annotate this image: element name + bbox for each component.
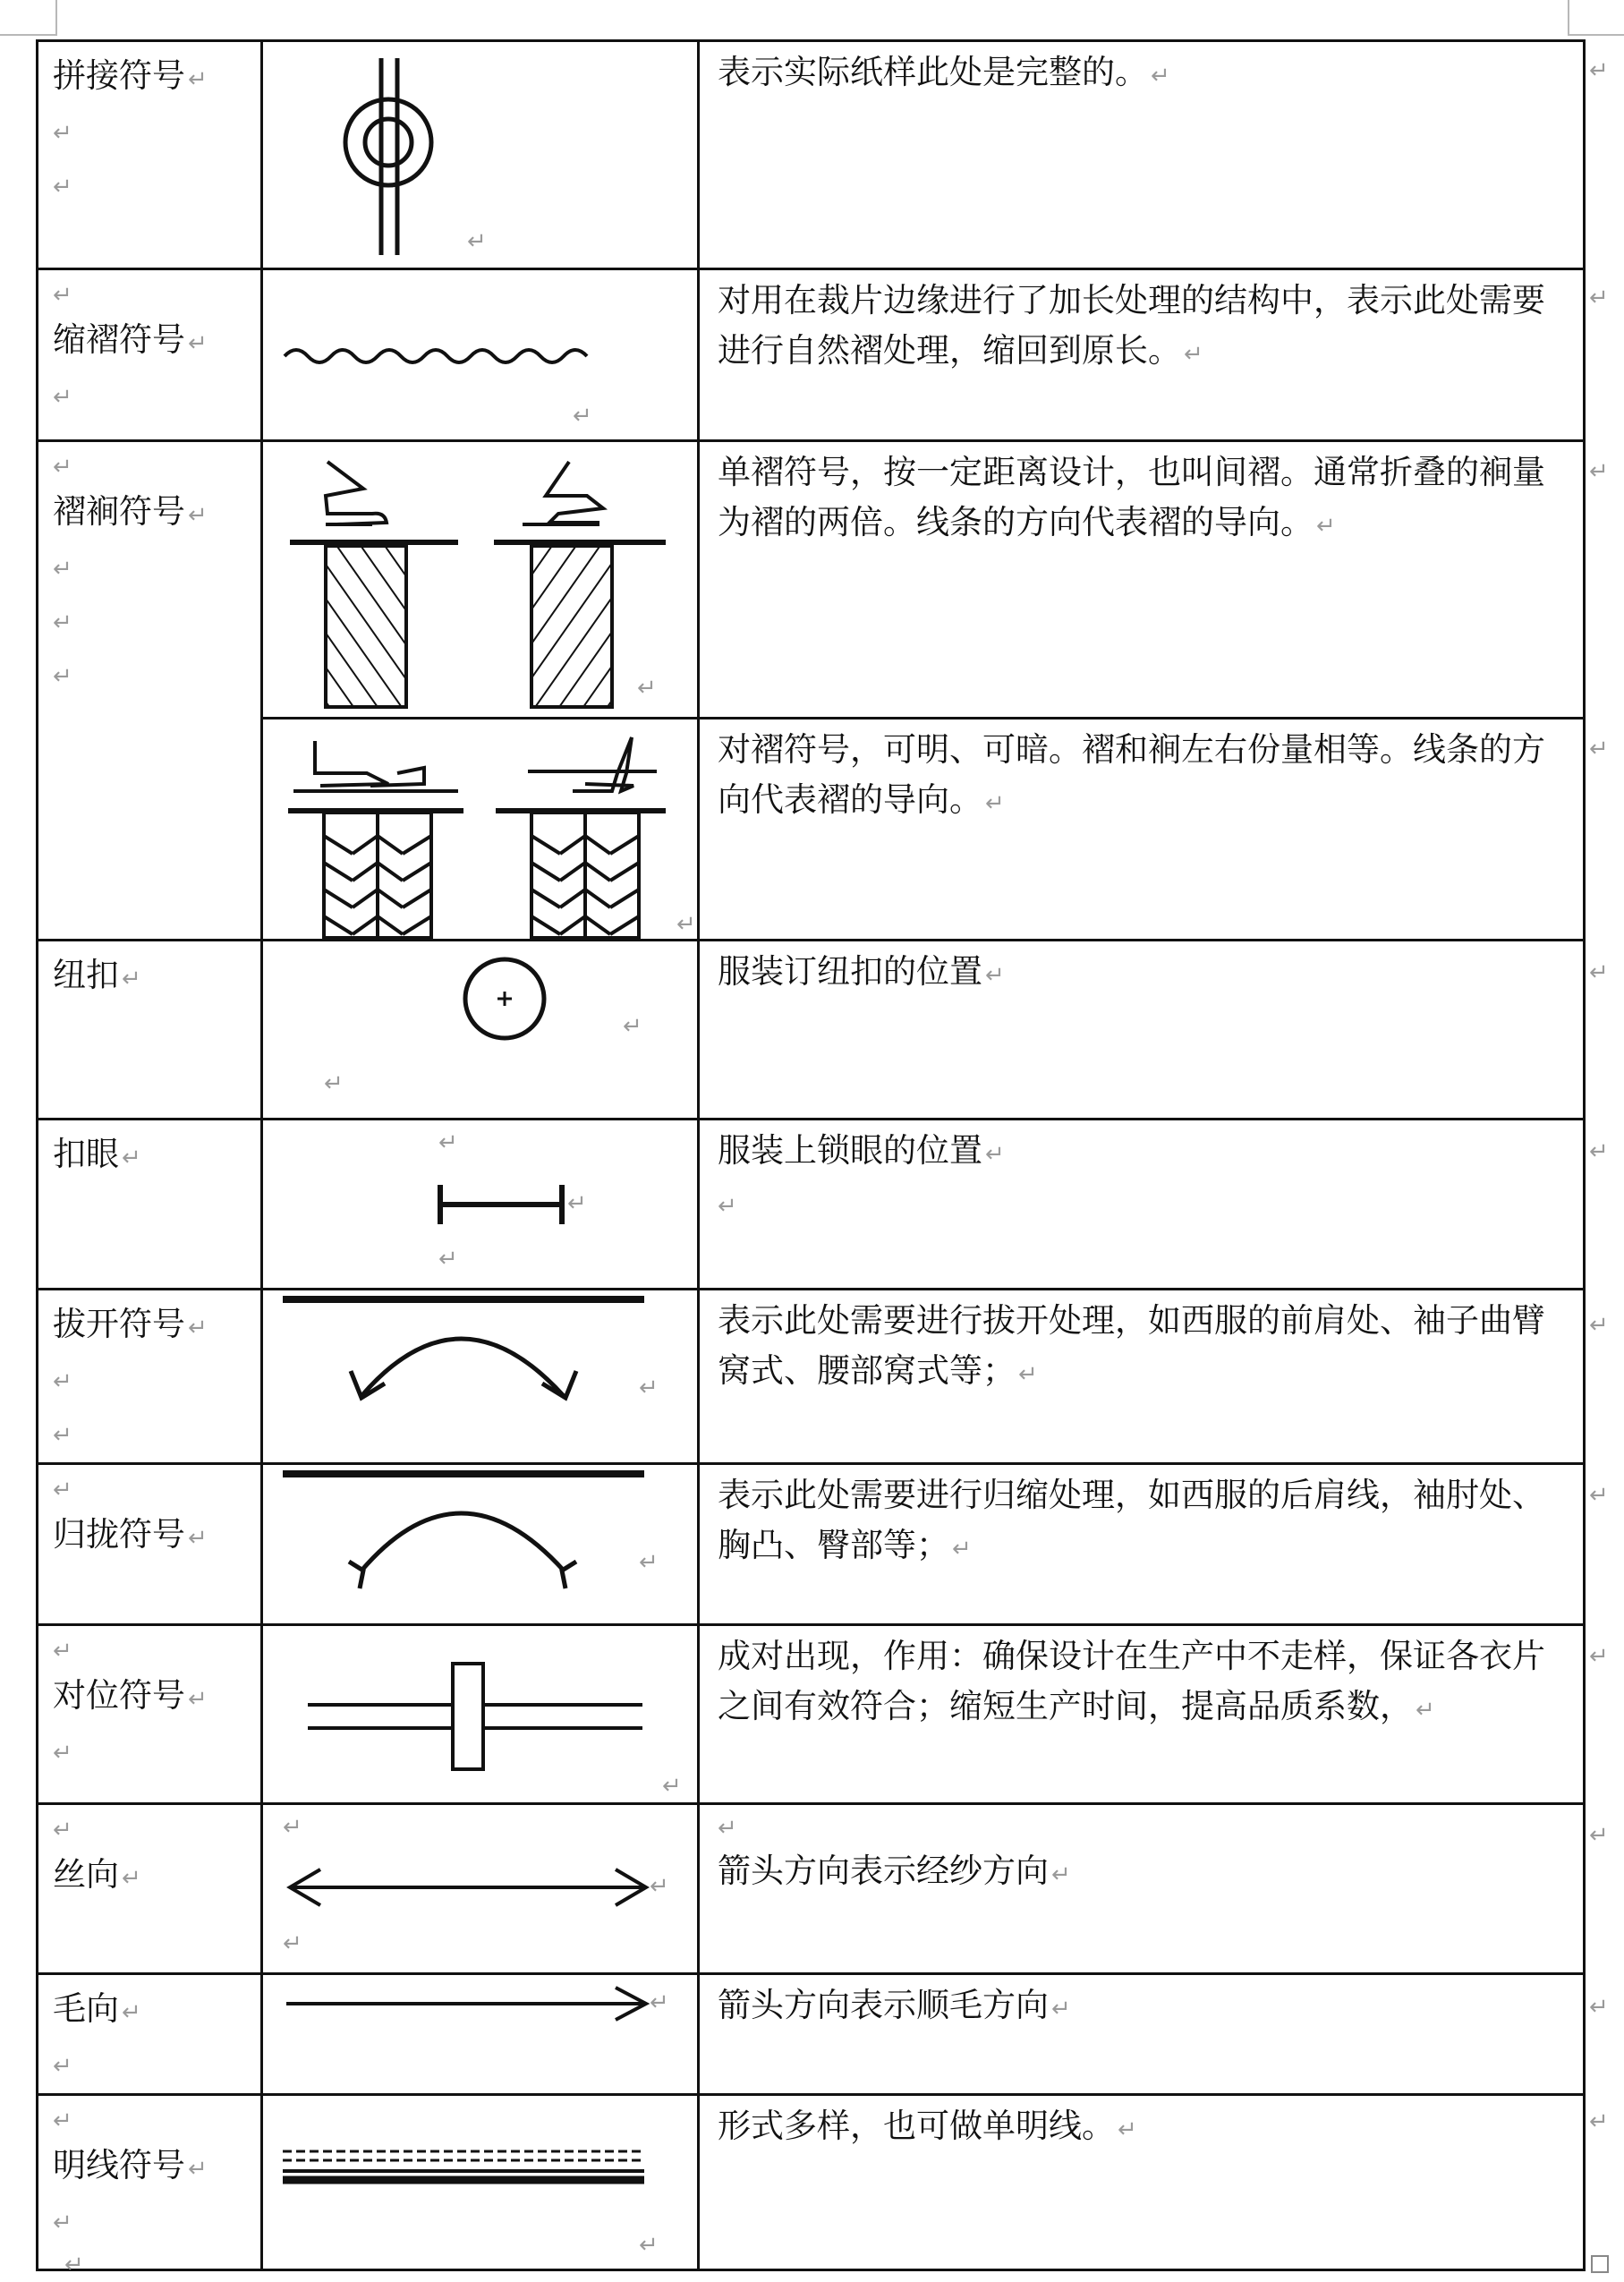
name-cell[interactable]: 纽扣 ↵ (38, 941, 262, 1120)
table-row (38, 1974, 1585, 2095)
symbol-cell[interactable]: ↵ (262, 1290, 699, 1464)
table-row (38, 941, 1585, 1120)
crop-mark-top-left-h (0, 34, 57, 36)
buttonhole-symbol-icon (263, 1120, 699, 1290)
table-row (38, 41, 1585, 269)
symbol-cell[interactable]: ↵ (262, 1464, 699, 1625)
name-cell[interactable]: ↵ 归拢符号 ↵ (38, 1464, 262, 1625)
name-cell[interactable]: ↵ 明线符号 ↵ ↵ (38, 2095, 262, 2270)
desc-cell[interactable]: 对用在裁片边缘进行了加长处理的结构中，表示此处需要进行自然褶处理，缩回到原长。 ↵ (699, 269, 1585, 441)
table-row (38, 719, 1585, 941)
symbol-cell[interactable]: ↵ ↵ (262, 941, 699, 1120)
name-cell[interactable]: ↵ 丝向 ↵ (38, 1804, 262, 1974)
desc-cell[interactable]: 箭头方向表示顺毛方向 ↵ (699, 1974, 1585, 2095)
symbol-cell[interactable]: ↵ (262, 719, 699, 941)
symbol-name: 缩褶符号 (53, 320, 185, 359)
desc-cell[interactable]: 表示实际纸样此处是完整的。 ↵ (699, 41, 1585, 269)
symbol-cell[interactable]: ↵ (262, 1974, 699, 2095)
name-cell[interactable]: 拼接符号 ↵ ↵ ↵ (38, 41, 262, 269)
table-row (38, 1290, 1585, 1464)
symbol-name: 拼接符号 (53, 56, 185, 95)
name-cell[interactable]: 拔开符号 ↵ ↵ ↵ (38, 1290, 262, 1464)
name-cell[interactable]: 毛向 ↵ ↵ (38, 1974, 262, 2095)
name-cell[interactable]: ↵ 褶裥符号 ↵ ↵ ↵ ↵ (38, 441, 262, 941)
name-cell[interactable]: ↵ 缩褶符号 ↵ ↵ (38, 269, 262, 441)
crop-mark-top-left (55, 0, 57, 36)
desc-cell[interactable]: 表示此处需要进行拔开处理，如西服的前肩处、袖子曲臂窝式、腰部窝式等； ↵ (699, 1290, 1585, 1464)
symbol-name: 明线符号 (53, 2146, 185, 2184)
symbol-name: 扣眼 (53, 1135, 119, 1173)
symbol-cell[interactable]: ↵ (262, 41, 699, 269)
symbol-cell[interactable]: ↵ (262, 2095, 699, 2270)
table-row (38, 2095, 1585, 2270)
symbols-table (36, 39, 1586, 2271)
symbol-cell[interactable]: ↵ (262, 441, 699, 719)
symbol-name: 毛向 (53, 1989, 119, 2028)
grain-arrow-icon (263, 1805, 699, 1974)
name-cell[interactable]: 扣眼 ↵ (38, 1120, 262, 1290)
symbol-cell[interactable]: ↵ (262, 269, 699, 441)
desc-cell[interactable]: 成对出现，作用：确保设计在生产中不走样，保证各衣片之间有效符合；缩短生产时间，提高品质系数， ↵ (699, 1625, 1585, 1804)
desc-cell[interactable]: 形式多样，也可做单明线。 ↵ (699, 2095, 1585, 2270)
symbol-name: 纽扣 (53, 956, 119, 994)
symbol-cell[interactable]: ↵ ↵ ↵ (262, 1804, 699, 1974)
table-row (38, 1804, 1585, 1974)
nap-arrow-icon (263, 1975, 699, 2090)
table-row (38, 1120, 1585, 1290)
symbol-name: 褶裥符号 (53, 492, 185, 531)
symbol-name: 归拢符号 (53, 1515, 185, 1554)
desc-cell[interactable]: 单褶符号，按一定距离设计，也叫间褶。通常折叠的裥量为褶的两倍。线条的方向代表褶的导向。 ↵ (699, 441, 1585, 719)
symbol-name: 丝向 (53, 1855, 119, 1894)
crop-mark-top-right-h (1568, 34, 1624, 36)
table-row (38, 1625, 1585, 1804)
single-pleat-symbol-icon (263, 442, 699, 719)
notch-symbol-icon (263, 1626, 699, 1804)
table-row (38, 441, 1585, 719)
topstitch-symbol-icon (263, 2096, 699, 2270)
desc-cell[interactable]: 对褶符号，可明、可暗。褶和裥左右份量相等。线条的方向代表褶的导向。 ↵ (699, 719, 1585, 941)
table-row (38, 269, 1585, 441)
desc-cell[interactable]: 服装上锁眼的位置 ↵ ↵ (699, 1120, 1585, 1290)
stretch-symbol-icon (263, 1290, 699, 1460)
table-resize-handle[interactable] (1591, 2255, 1609, 2273)
final-paragraph-mark: ↵ (64, 2252, 84, 2278)
crop-mark-top-right (1568, 0, 1569, 36)
symbol-name: 对位符号 (53, 1676, 185, 1715)
desc-cell[interactable]: ↵ 箭头方向表示经纱方向 ↵ (699, 1804, 1585, 1974)
symbol-cell[interactable]: ↵ (262, 1625, 699, 1804)
box-pleat-symbol-icon (263, 720, 699, 941)
desc-cell[interactable]: 表示此处需要进行归缩处理，如西服的后肩线，袖肘处、胸凸、臀部等； ↵ (699, 1464, 1585, 1625)
table-row (38, 1464, 1585, 1625)
shrink-symbol-icon (263, 1465, 699, 1625)
symbol-name: 拔开符号 (53, 1305, 185, 1343)
symbol-cell[interactable]: ↵ ↵ ↵ (262, 1120, 699, 1290)
gather-symbol-icon (263, 270, 699, 441)
desc-cell[interactable]: 服装订纽扣的位置 ↵ (699, 941, 1585, 1120)
name-cell[interactable]: ↵ 对位符号 ↵ ↵ (38, 1625, 262, 1804)
